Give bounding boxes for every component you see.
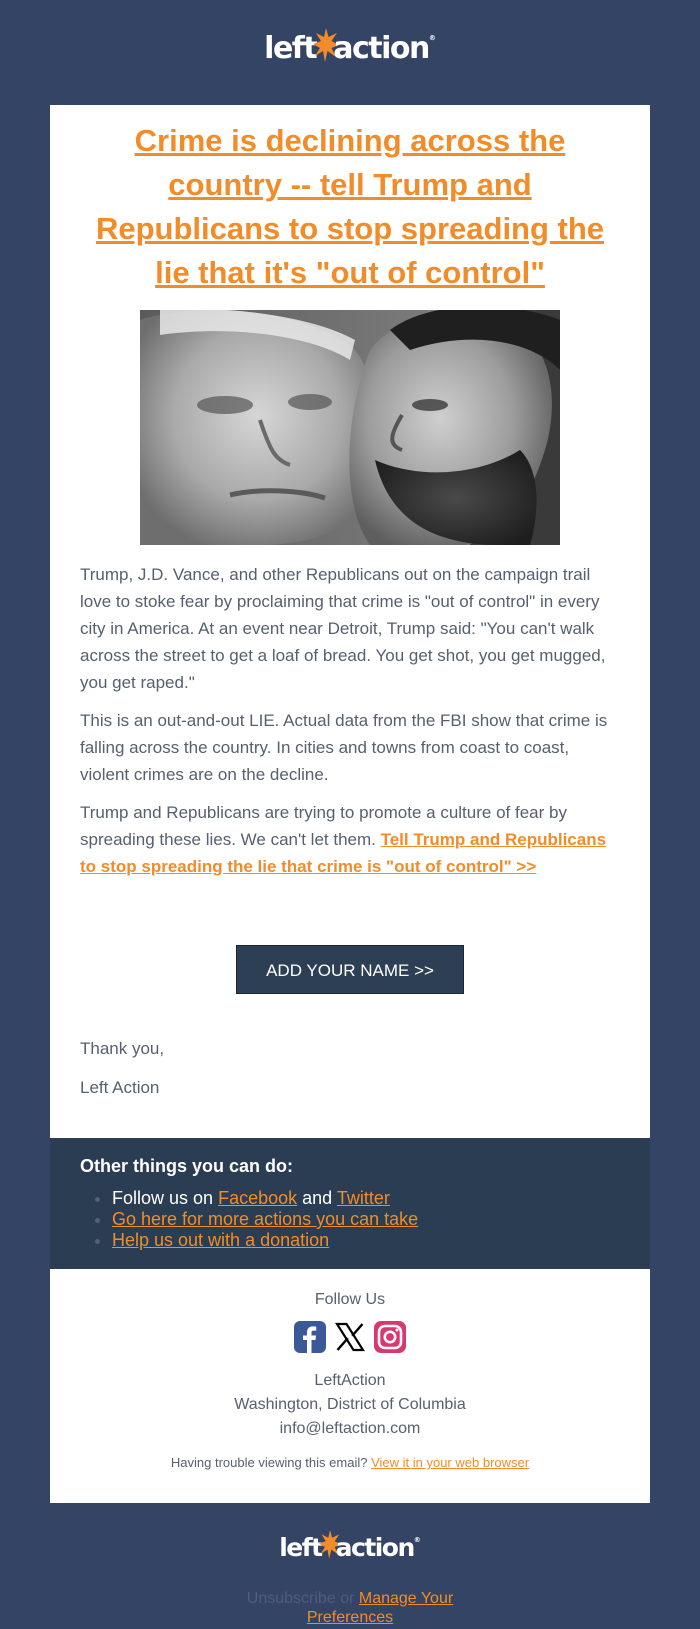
logo-left-text: left	[279, 1533, 322, 1562]
logo-wordmark	[264, 28, 436, 66]
logo-right-text: action	[333, 31, 429, 66]
manage-preferences-link[interactable]: Manage Your Preferences	[306, 1590, 454, 1626]
logo-top[interactable]	[0, 28, 700, 70]
instagram-icon[interactable]	[374, 1321, 406, 1353]
footer-location: Washington, District of Columbia	[234, 1396, 466, 1413]
or-text: or	[340, 1590, 355, 1607]
facebook-link[interactable]: Facebook	[218, 1188, 298, 1208]
twitter-link[interactable]: Twitter	[336, 1188, 390, 1208]
hero-image[interactable]	[140, 310, 560, 545]
other-actions-section	[50, 1138, 650, 1269]
more-actions-link[interactable]: Go here for more actions you can take	[112, 1209, 419, 1229]
logo-left-text: left	[264, 31, 317, 66]
add-your-name-button[interactable]: ADD YOUR NAME >>	[236, 945, 464, 994]
logo-bottom[interactable]	[0, 1530, 700, 1566]
logo-right-text: action	[335, 1533, 414, 1562]
paragraph-1: Trump, J.D. Vance, and other Republicans out on the campaign trail love to stoke fear by proclaiming that crime is "out of control" in every city in America. At an event near Detroit, Trump said: "You can't walk across the street to get a loaf of bread. You get shot, you get mugged, you get raped."	[80, 565, 606, 692]
facebook-icon[interactable]	[294, 1321, 326, 1353]
signoff-name: Left Action	[80, 1078, 160, 1097]
paragraph-2: This is an out-and-out LIE. Actual data from the FBI show that crime is falling across the country. In cities and towns from coast to coast, violent crimes are on the decline.	[80, 711, 608, 784]
registered-mark: ®	[428, 34, 436, 42]
paragraph-3	[80, 799, 620, 880]
unsubscribe-line	[230, 1589, 470, 1627]
email-card	[50, 105, 650, 1503]
and-text: and	[302, 1188, 333, 1208]
inline-action-link[interactable]: Tell Trump and Republicans to stop spreading the lie that crime is "out of control" >>	[80, 830, 607, 876]
other-actions-title: Other things you can do:	[80, 1156, 294, 1176]
signoff-thanks: Thank you,	[80, 1039, 165, 1058]
trouble-viewing	[50, 1455, 650, 1470]
follow-us-label: Follow Us	[314, 1291, 386, 1308]
view-in-browser-link[interactable]: View it in your web browser	[371, 1455, 530, 1470]
list-item	[112, 1209, 418, 1230]
x-icon[interactable]	[334, 1321, 366, 1353]
paragraph-3-text: Trump and Republicans are trying to promote a culture of fear by spreading these lies. We can't let them.	[80, 803, 567, 849]
unsubscribe-link[interactable]: Unsubscribe	[246, 1590, 336, 1607]
registered-mark: ®	[413, 1536, 421, 1544]
headline-link[interactable]: Crime is declining across the country -- tell Trump and Republicans to stop spreading the lie that it's "out of control"	[95, 123, 605, 290]
trouble-text: Having trouble viewing this email?	[170, 1455, 368, 1470]
donation-link[interactable]: Help us out with a donation	[112, 1230, 330, 1250]
social-icons	[50, 1321, 650, 1353]
other-actions-list	[80, 1188, 418, 1251]
headline	[80, 119, 620, 295]
footer-email: info@leftaction.com	[279, 1420, 421, 1437]
list-item	[112, 1230, 418, 1251]
footer-org: LeftAction	[314, 1372, 386, 1389]
follow-prefix: Follow us on	[112, 1188, 214, 1208]
list-item	[112, 1188, 418, 1209]
logo-wordmark-bottom	[279, 1530, 421, 1562]
